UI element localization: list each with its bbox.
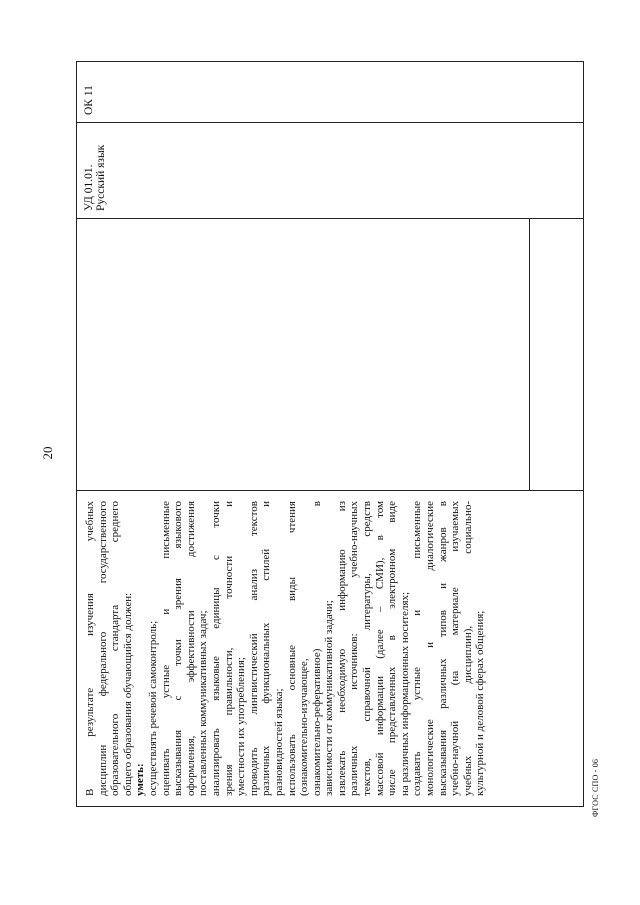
skills-line: на различных информационных носителях; (398, 591, 411, 796)
skills-line: оформления, эффективности достижения (184, 501, 197, 796)
skills-line: уместности их употребления; (235, 657, 248, 796)
discipline-name: УД 01.01. Русский язык (83, 144, 107, 211)
skills-line: высказывания различных типов и жанров в (436, 501, 449, 796)
discipline-cell (77, 122, 583, 218)
skills-line: анализировать языковые единицы с точки (209, 501, 222, 796)
skills-line: общего образования обучающийся должен: (121, 592, 134, 796)
blank-cell (77, 218, 583, 490)
skills-line: проводить лингвистический анализ текстов (247, 501, 260, 796)
skills-line: массовой информации (далее – СМИ), в том (373, 501, 386, 796)
skills-line: разновидностей языка; (272, 688, 285, 796)
competence-table (76, 61, 584, 807)
skills-heading: уметь: (134, 763, 147, 796)
skills-line: зависимости от коммуникативной задачи; (323, 600, 336, 796)
skills-line: монологические и диалогические (424, 501, 437, 796)
skills-line: дисциплин федерального государственного (96, 501, 109, 796)
page-number: 20 (40, 446, 55, 460)
skills-line: поставленных коммуникативных задач; (197, 610, 210, 796)
skills-line: образовательного стандарта среднего (109, 501, 122, 796)
skills-line: (ознакомительно-изучающее, (298, 658, 311, 796)
skills-line: использовать основные виды чтения (285, 501, 298, 796)
skills-line: осуществлять речевой самоконтроль; (146, 620, 159, 796)
skills-line: высказывания с точки зрения языкового (172, 501, 185, 796)
skills-line: числе представленных в электронном виде (386, 501, 399, 796)
footer-code: ФГОС СПО - 06 (591, 758, 600, 817)
skills-line: ознакомительно-реферативное) в (310, 501, 323, 796)
skills-line: различных функциональных стилей и (260, 501, 273, 796)
skills-line: оценивать устные и письменные (159, 501, 172, 796)
skills-line: культурной и деловой сферах общения; (474, 610, 487, 796)
row-divider (529, 219, 530, 490)
skills-line: зрения правильности, точности и (222, 501, 235, 796)
skills-line: создавать устные и письменные (411, 501, 424, 796)
skills-line: учебно-научной (на материале изучаемых (449, 501, 462, 796)
skills-cell (77, 490, 583, 806)
skills-line: В результате изучения учебных (84, 501, 96, 796)
skills-line: учебных дисциплин), социально- (461, 501, 474, 796)
competence-cell (77, 60, 583, 122)
skills-line: различных источников: учебно-научных (348, 501, 361, 796)
skills-line: извлекать необходимую информацию из (335, 501, 348, 796)
skills-line: текстов, справочной литературы, средств (361, 501, 374, 796)
competence-code: ОК 11 (83, 85, 95, 115)
